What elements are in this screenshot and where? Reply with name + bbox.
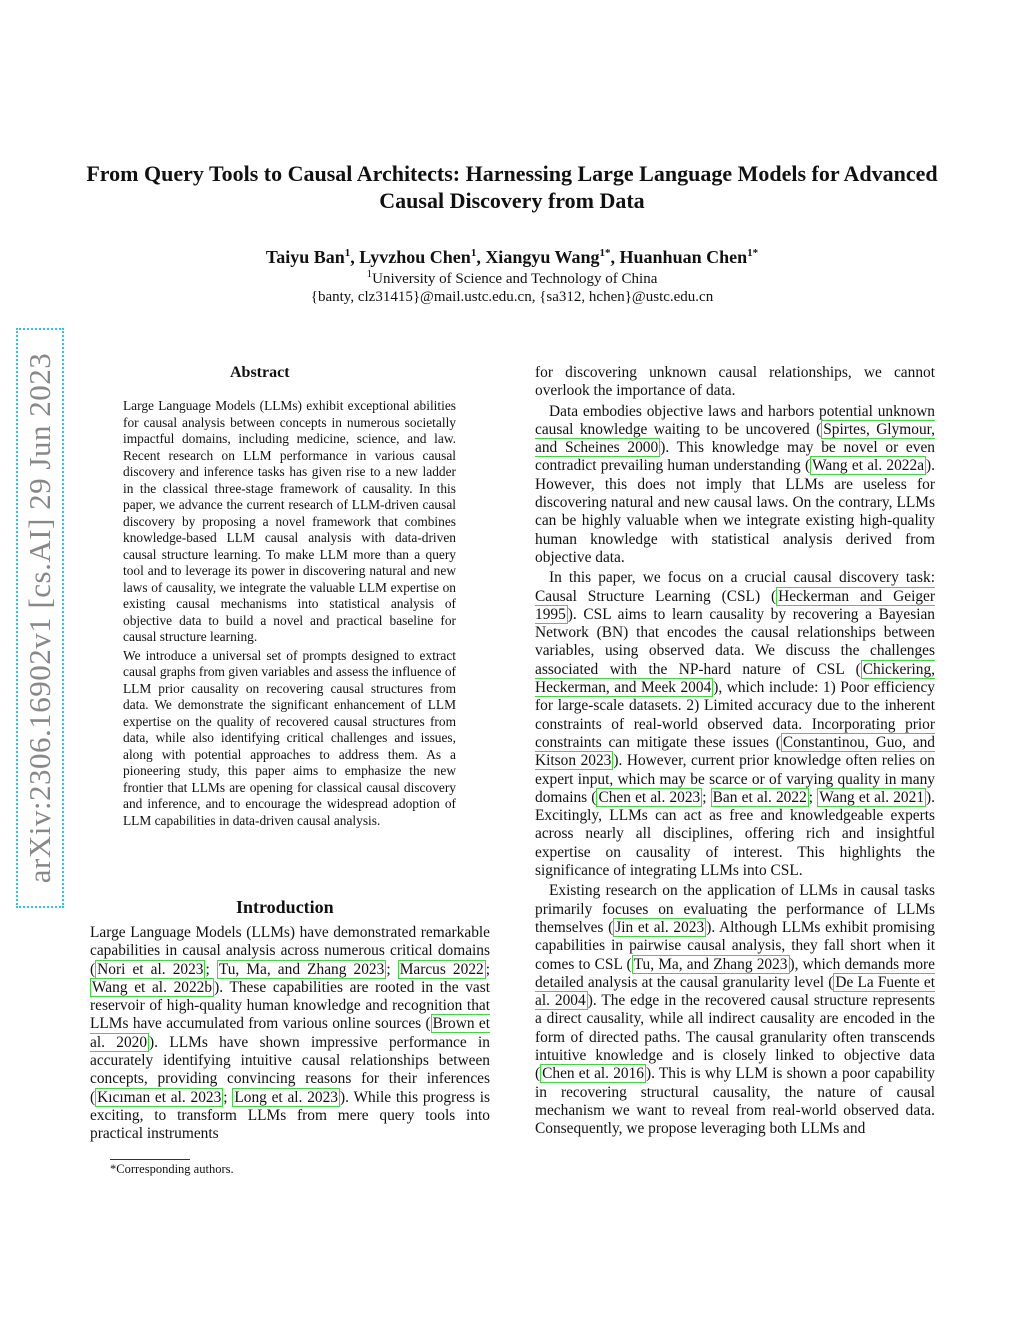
citation-link[interactable]: Tu, Ma, and Zhang 2023	[633, 955, 788, 973]
body-paragraph: Data embodies objective laws and harbors potential unknown causal knowledge waiting to be uncovered ( Spirtes, Glymour, and Scheines 2000 ). This knowledge may be novel or even contradict prevailing human understanding ( Wang et al. 2022a ). However, this does not imply that LLMs are useless for discovering natural and new causal laws. On the contrary, LLMs can be highly valuable when we integrate existing high-quality human knowledge with statistical analysis derived from objective data.	[535, 402, 936, 566]
citation-link[interactable]: Heckerman and Geiger 1995	[535, 587, 935, 623]
author-mark: 1	[344, 247, 351, 259]
citation-link[interactable]: De La Fuente et al. 2004	[535, 973, 935, 1010]
body-paragraph: In this paper, we focus on a crucial causal discovery task: Causal Structure Learning (CSL) ( Heckerman and Geiger 1995 ). CSL aims to learn causality by recovering a Bayesian Network (BN) that encodes the causal relationships between variables, using observed data. We discuss the challenges associated with the NP-hard nature of CSL ( Chickering, Heckerman, and Meek 2004 ), which include: 1) Poor efficiency for large-scale datasets. 2) Limited accuracy due to the inherent constraints of real-world observed data. Incorporating prior constraints can mitigate these issues ( Constantinou, Guo, and Kitson 2023 ). However, current prior knowledge often relies on expert input, which may be scarce or of varying quality in many domains ( Chen et al. 2023 ; Ban et al. 2022 ; Wang et al. 2021 ). Excitingly, LLMs can act as free and knowledgeable experts across nearly all disciplines, offering rich and insightful expertise on causality of interest. This highlights the significance of integrating LLMs into CSL.	[535, 569, 936, 880]
citation-link[interactable]: Nori et al. 2023	[97, 960, 204, 978]
author-emails: {banty, clz31415}@mail.ustc.edu.cn, {sa312, hchen}@ustc.edu.cn	[310, 289, 714, 305]
body-paragraph: Existing research on the application of LLMs in causal tasks primarily focuses on evaluating the performance of LLMs themselves ( Jin et al. 2023 ). Although LLMs exhibit promising capabilities in pairwise causal analysis, they fall short when it comes to CSL ( Tu, Ma, and Zhang 2023 ), which demands more detailed analysis at the causal granularity level ( De La Fuente et al. 2004 ). The edge in the recovered causal structure represents a direct causality, while all indirect causality are encoded in the form of directed paths. The causal granularity often transcends intuitive knowledge and is closely linked to objective data ( Chen et al. 2016 ). This is why LLM is shown a poor capability in recovering structural causality, the nature of causal mechanism we want to reveal from real-world observed data. Consequently, we propose leveraging both LLMs and	[535, 882, 936, 1138]
abstract-heading: Abstract	[230, 364, 290, 381]
citation-link[interactable]: Marcus 2022	[399, 960, 484, 978]
citation-link[interactable]: Wang et al. 2021	[819, 788, 925, 806]
citation-link[interactable]: Chen et al. 2023	[598, 788, 701, 806]
citation-link[interactable]: Wang et al. 2022b	[92, 978, 213, 996]
intro-paragraph: Large Language Models (LLMs) have demonstrated remarkable capabilities in causal analysis across numerous critical domains ( Nori et al. 2023 ; Tu, Ma, and Zhang 2023 ; Marcus 2022 ; Wang et al. 2022b ). These capabilities are rooted in the vast reservoir of high-quality human knowledge and recognition that LLMs have accumulated from various online sources ( Brown et al. 2020 ). LLMs have shown impressive performance in accurately identifying intuitive causal relationships between concepts, providing convincing reasons for their inferences ( Kıcıman et al. 2023 ; Long et al. 2023 ). While this progress is exciting, to transform LLMs from mere query tools into practical instruments	[90, 924, 491, 1143]
citation-link[interactable]: Jin et al. 2023	[615, 918, 705, 936]
arxiv-stamp[interactable]	[16, 328, 64, 908]
abstract-paragraph: Large Language Models (LLMs) exhibit exceptional abilities for causal analysis between concepts in numerous societally impactful domains, including medicine, science, and law. Recent research on LLM performance in various causal discovery and inference tasks has given rise to a new ladder in the classical three-stage framework of causality. In this paper, we advance the current research of LLM-driven causal discovery by proposing a novel framework that combines knowledge-based LLM causal analysis with data-driven causal structure learning. To make LLM more than a query tool and to leverage its power in discovering natural and new laws of causality, we integrate the valuable LLM expertise on existing causal mechanisms into statistical analysis of objective data to build a novel and practical baseline for causal structure learning.	[123, 398, 456, 644]
right-column	[535, 364, 935, 1138]
abstract-body	[123, 398, 456, 829]
affiliation-text: University of Science and Technology of China	[372, 271, 658, 287]
author-list: Taiyu Ban$^1$, Lyvzhou Chen$^1$, Xiangyu Wang$^{1*}$, Huanhuan Chen$^{1*}$	[265, 247, 759, 267]
citation-link[interactable]: Constantinou, Guo, and Kitson 2023	[535, 733, 935, 770]
body-paragraph: for discovering unknown causal relationships, we cannot overlook the importance of data.	[535, 364, 935, 400]
footnote-rule	[110, 1159, 190, 1160]
citation-link[interactable]: Chen et al. 2016	[542, 1065, 644, 1083]
author-mark: 1*	[747, 247, 759, 259]
arxiv-stamp-text: arXiv:2306.16902v1 [cs.AI] 29 Jun 2023	[22, 352, 57, 884]
author-name: Lyvzhou Chen	[359, 247, 471, 267]
citation-link[interactable]: Tu, Ma, and Zhang 2023	[218, 960, 385, 978]
footnote: *Corresponding authors.	[110, 1162, 234, 1176]
author-name: Huanhuan Chen	[619, 247, 748, 267]
author-name: Xiangyu Wang	[485, 247, 600, 267]
citation-link[interactable]: Long et al. 2023	[234, 1088, 338, 1106]
citation-link[interactable]: Chickering, Heckerman, and Meek 2004	[535, 660, 935, 697]
paper-title: From Query Tools to Causal Architects: Harnessing Large Language Models for Advanced Causal Discovery from Data	[86, 161, 938, 213]
citation-link[interactable]: Kıcıman et al. 2023	[97, 1088, 222, 1106]
author-mark: 1	[470, 247, 477, 259]
citation-link[interactable]: Spirtes, Glymour, and Scheines 2000	[535, 420, 935, 457]
citation-link[interactable]: Wang et al. 2022a	[812, 457, 925, 475]
left-column	[90, 924, 490, 1144]
affiliation	[60, 270, 964, 289]
citation-link[interactable]: Brown et al. 2020	[90, 1015, 490, 1051]
abstract-paragraph: We introduce a universal set of prompts designed to extract causal graphs from given variables and assess the influence of LLM prior causality on recovering causal structures from data. We demonstrate the significant enhancement of LLM expertise on the quality of recovered causal structures from data, while also identifying critical challenges and issues, along with potential approaches to address them. As a pioneering study, this paper aims to emphasize the new frontier that LLMs are opening for classical causal discovery and inference, and to encourage the widespread adoption of LLM capabilities in data-driven causal analysis.	[123, 647, 456, 828]
affiliation-mark: 1	[366, 268, 373, 280]
citation-link[interactable]: Ban et al. 2022	[712, 788, 807, 806]
author-name: Taiyu Ban	[265, 247, 345, 267]
introduction-heading: Introduction	[236, 897, 334, 917]
author-mark: 1*	[599, 247, 611, 259]
